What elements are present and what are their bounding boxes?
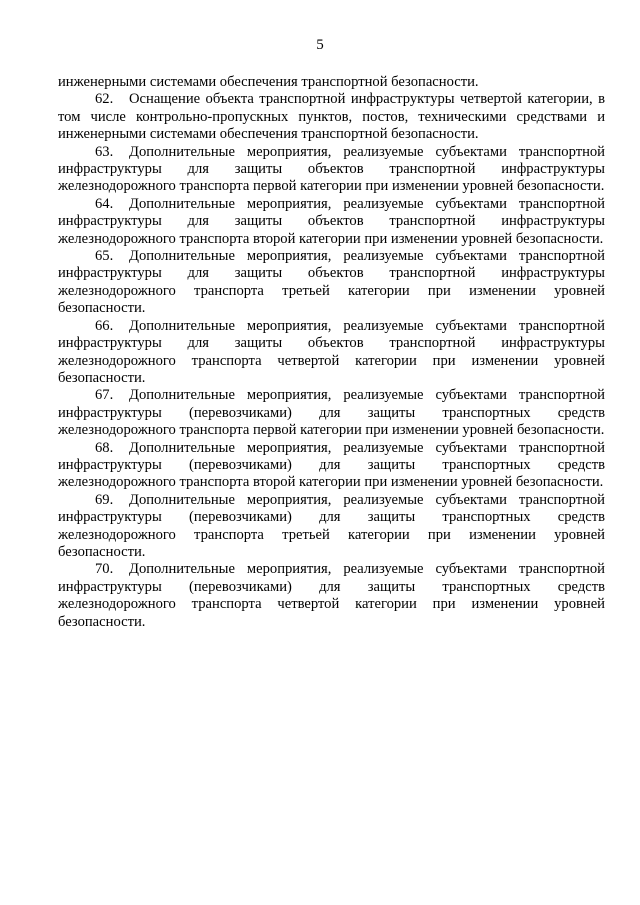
list-item — [58, 248, 605, 318]
item-text: Дополнительные мероприятия, реализуемые субъектами транспортной инфраструктуры (перевозчиками) для защиты транспортных средств железнодорожного транспорта первой категории при изменении уровней безопасности. — [58, 387, 605, 439]
continuation-paragraph: инженерными системами обеспечения транспортной безопасности. — [58, 74, 479, 90]
item-number: 69. — [95, 491, 114, 508]
item-text: Оснащение объекта транспортной инфраструктуры четвертой категории, в том числе контрольно-пропускных пунктов, постов, техническими средствами и инженерными системами обеспечения транспортной безопасности. — [58, 91, 605, 143]
list-item — [58, 91, 605, 143]
list-item — [58, 387, 605, 439]
item-number: 62. — [95, 91, 114, 108]
list-item — [58, 144, 605, 196]
item-number: 70. — [95, 561, 114, 578]
item-number: 63. — [95, 143, 114, 160]
item-number: 66. — [95, 317, 114, 334]
page-number: 5 — [316, 37, 324, 53]
item-number: 65. — [95, 248, 114, 265]
item-text: Дополнительные мероприятия, реализуемые субъектами транспортной инфраструктуры для защиты объектов транспортной инфраструктуры железнодорожного транспорта третьей категории при изменении уровней безопасности. — [58, 248, 605, 317]
item-number: 68. — [95, 439, 114, 456]
item-number: 67. — [95, 387, 114, 404]
list-item — [58, 196, 605, 248]
list-item — [58, 561, 605, 631]
item-text: Дополнительные мероприятия, реализуемые субъектами транспортной инфраструктуры (перевозчиками) для защиты транспортных средств железнодорожного транспорта третьей категории при изменении уровней безопасности. — [58, 491, 605, 560]
document-body — [58, 74, 605, 631]
item-text: Дополнительные мероприятия, реализуемые субъектами транспортной инфраструктуры для защиты объектов транспортной инфраструктуры железнодорожного транспорта второй категории при изменении уровней безопасности. — [58, 195, 605, 247]
list-item — [58, 318, 605, 388]
item-text: Дополнительные мероприятия, реализуемые субъектами транспортной инфраструктуры для защиты объектов транспортной инфраструктуры железнодорожного транспорта четвертой категории при изменении уровней безопасности. — [58, 317, 605, 386]
item-text: Дополнительные мероприятия, реализуемые субъектами транспортной инфраструктуры (перевозчиками) для защиты транспортных средств железнодорожного транспорта четвертой категории при изменении уровней безопасности. — [58, 561, 605, 630]
list-item — [58, 440, 605, 492]
item-text: Дополнительные мероприятия, реализуемые субъектами транспортной инфраструктуры (перевозчиками) для защиты транспортных средств железнодорожного транспорта второй категории при изменении уровней безопасности. — [58, 439, 605, 491]
list-item — [58, 492, 605, 562]
item-text: Дополнительные мероприятия, реализуемые субъектами транспортной инфраструктуры для защиты объектов транспортной инфраструктуры железнодорожного транспорта первой категории при изменении уровней безопасности. — [58, 143, 605, 195]
item-number: 64. — [95, 195, 114, 212]
